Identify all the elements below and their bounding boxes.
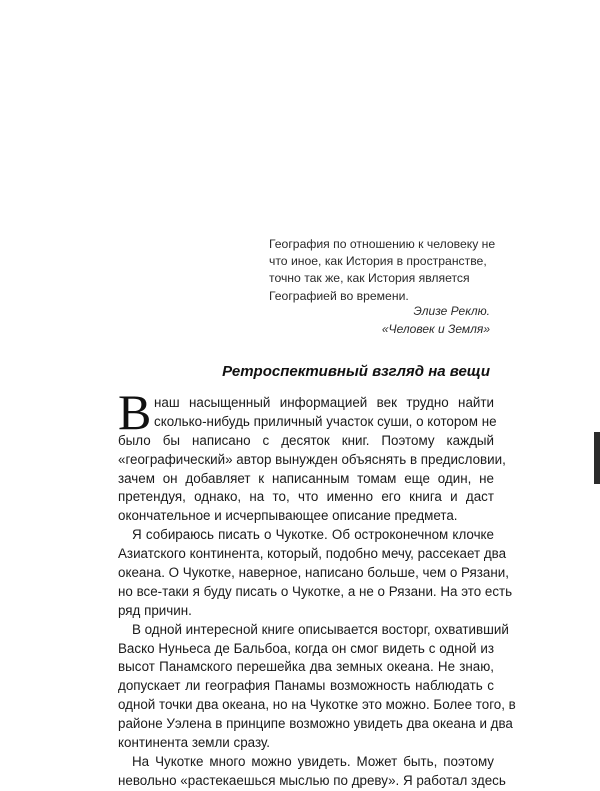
text-line: допускает ли география Панамы возможность наблюдать с [118, 678, 494, 694]
text-line: сколько-нибудь приличный участок суши, о котором не [154, 413, 497, 429]
text-line: претендуя, однако, на то, что именно его книга и даст [118, 489, 494, 505]
epigraph-line: География по отношению к человеку не [269, 237, 496, 251]
epigraph-attribution [382, 303, 490, 338]
text-line: одной точки два океана, но на Чукотке это можно. Более того, в [118, 697, 516, 713]
epigraph-line: что иное, как История в пространстве, [269, 254, 487, 269]
text-line: окончательное и исчерпывающее описание предмета. [118, 508, 458, 524]
epigraph-work: «Человек и Земля» [381, 321, 490, 336]
body-text [118, 394, 516, 791]
section-title: Ретроспективный взгляд на вещи [222, 363, 490, 380]
text-line: Я собираюсь писать о Чукотке. Об остроконечном клочке [132, 527, 494, 543]
page-edge-mark [594, 432, 600, 484]
text-line: Азиатского континента, который, подобно мечу, рассекает два [118, 546, 507, 562]
epigraph-line: точно так же, как История является [269, 271, 470, 286]
text-line: «географический» автор вынужден объяснять в предисловии, [118, 451, 506, 467]
text-line: было бы написано с десяток книг. Поэтому каждый [118, 432, 494, 448]
epigraph-line: Географией во времени. [269, 288, 409, 303]
text-line: На Чукотке много можно увидеть. Может быть, поэтому [132, 753, 494, 769]
drop-cap: В [118, 384, 152, 440]
epigraph-author: Элизе Реклю. [413, 304, 490, 318]
text-line: высот Панамского перешейка два земных океана. Не знаю, [118, 659, 494, 675]
text-line: континента земли сразу. [118, 735, 271, 751]
text-line: зачем он добавляет к написанным томам еще один, не [118, 470, 494, 486]
text-line: Васко Нуньеса де Бальбоа, когда он смог видеть с одной из [118, 640, 494, 656]
text-line: невольно «растекаешься мыслью по древу». Я работал здесь [118, 772, 506, 788]
text-line: В одной интересной книге описывается восторг, охвативший [132, 621, 509, 637]
text-line: но все-таки я буду писать о Чукотке, а не о Рязани. На это есть [118, 583, 513, 599]
text-line: ряд причин. [118, 602, 192, 618]
text-line: океана. О Чукотке, наверное, написано больше, чем о Рязани, [118, 565, 509, 581]
epigraph [269, 236, 509, 305]
text-line: наш насыщенный информацией век трудно найти [154, 395, 494, 410]
text-line: районе Уэлена в принципе возможно увидеть два океана и два [118, 716, 513, 732]
